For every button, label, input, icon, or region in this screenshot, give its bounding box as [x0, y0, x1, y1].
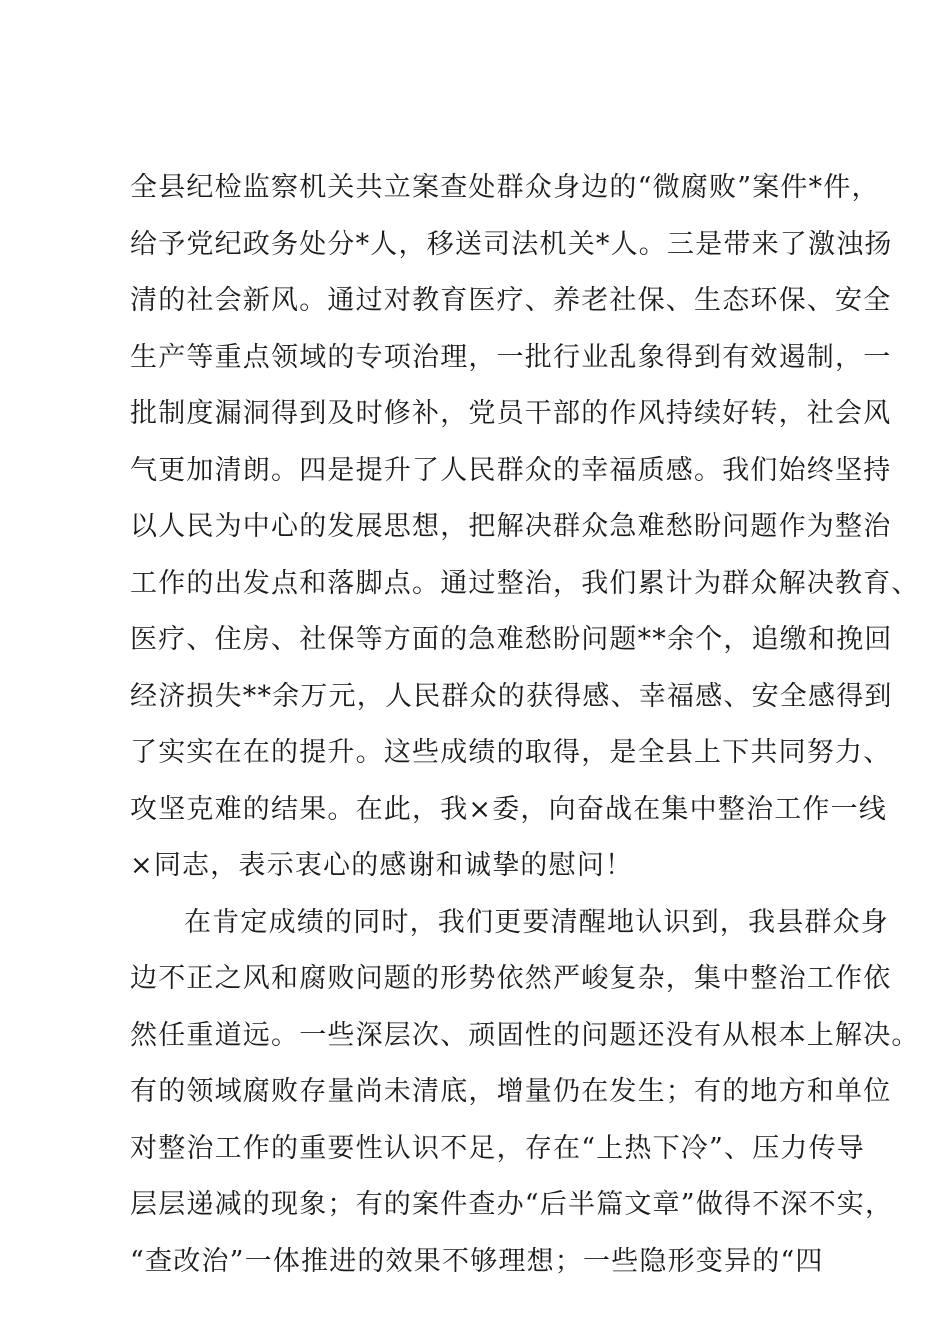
text-line: 全县纪检监察机关共立案查处群众身边的“微腐败”案件*件， [130, 172, 880, 203]
text-line: 工作的出发点和落脚点。通过整治，我们累计为群众解决教育、 [130, 567, 920, 599]
paragraph-achievements [130, 160, 920, 895]
text-line: 有的领域腐败存量尚未清底，增量仍在发生；有的地方和单位 [130, 1076, 892, 1107]
text-line: 医疗、住房、社保等方面的急难愁盼问题**余个，追缴和挽回 [130, 624, 893, 655]
paragraph-problems [130, 895, 920, 1291]
text-line: 了实实在在的提升。这些成绩的取得，是全县上下共同努力、 [130, 737, 892, 768]
text-line: 在肯定成绩的同时，我们更要清醒地认识到，我县群众身 [184, 906, 889, 938]
text-line: 对整治工作的重要性认识不足，存在“上热下冷”、压力传导 [130, 1132, 866, 1164]
text-line: ×同志，表示衷心的感谢和诚挚的慰问！ [130, 850, 634, 881]
text-line: 以人民为中心的发展思想，把解决群众急难愁盼问题作为整治 [130, 511, 892, 542]
document-body [130, 160, 920, 1290]
text-line: 层层递减的现象；有的案件查办“后半篇文章”做得不深不实， [130, 1189, 894, 1220]
text-line: 气更加清朗。四是提升了人民群众的幸福质感。我们始终坚持 [130, 454, 892, 486]
text-line: 边不正之风和腐败问题的形势依然严峻复杂，集中整治工作依 [130, 963, 892, 994]
text-line: 给予党纪政务处分*人，移送司法机关*人。三是带来了激浊扬 [130, 228, 893, 260]
text-line: 然任重道远。一些深层次、顽固性的问题还没有从根本上解决。 [130, 1019, 920, 1051]
text-line: 清的社会新风。通过对教育医疗、养老社保、生态环保、安全 [130, 285, 892, 316]
text-line: 生产等重点领域的专项治理，一批行业乱象得到有效遏制，一 [130, 341, 892, 373]
text-line: 经济损失**余万元，人民群众的获得感、幸福感、安全感得到 [130, 680, 893, 712]
text-line: 批制度漏洞得到及时修补，党员干部的作风持续好转，社会风 [130, 398, 892, 429]
text-line: 攻坚克难的结果。在此，我×委，向奋战在集中整治工作一线 [130, 793, 888, 825]
text-line: “查改治”一体推进的效果不够理想；一些隐形变异的“四 [130, 1245, 824, 1277]
